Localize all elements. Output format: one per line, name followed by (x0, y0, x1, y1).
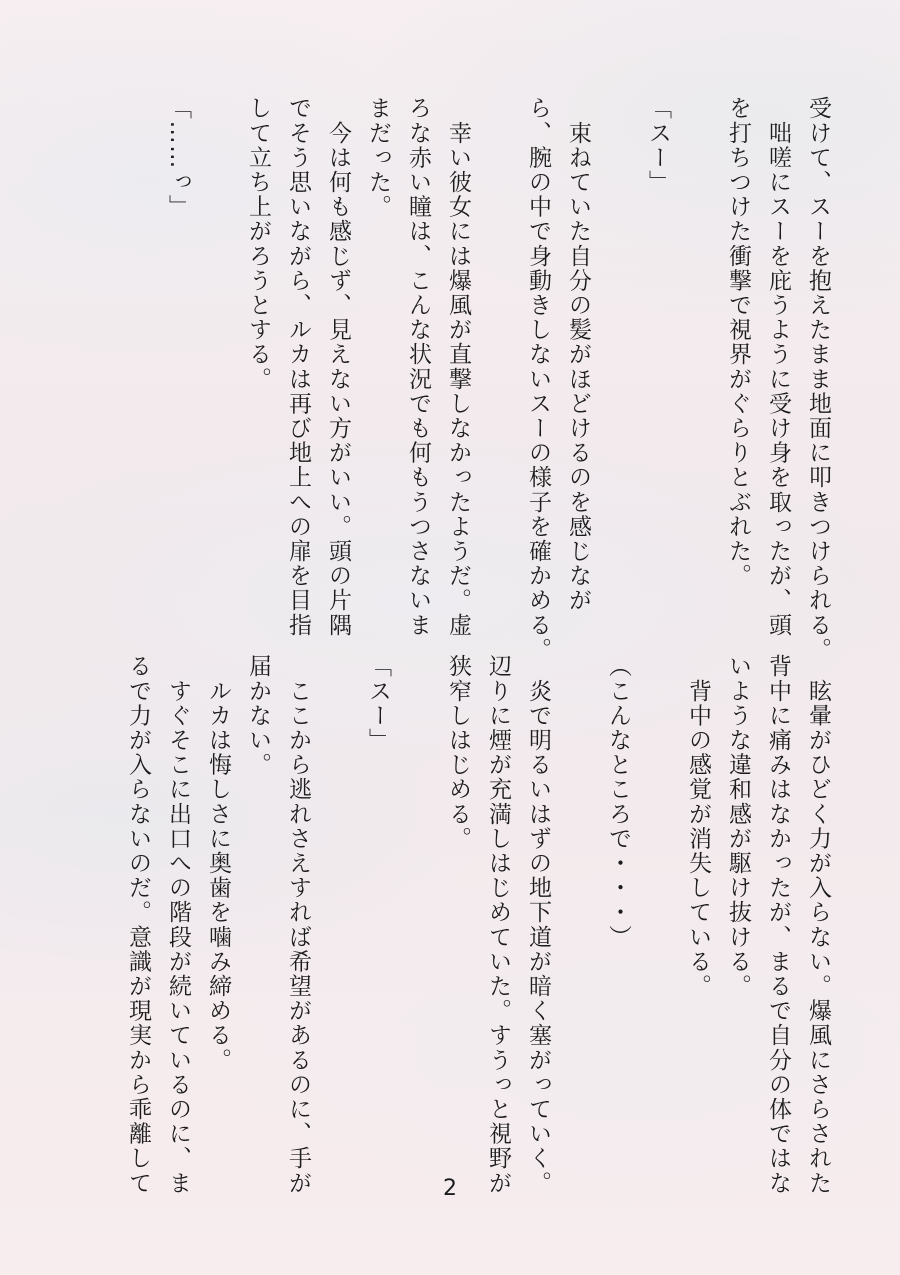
lower-text-block (38, 654, 838, 1196)
text-line: 幸い彼女には爆風が直撃しなかったようだ。虚 (445, 96, 471, 638)
text-line: すぐそこに出口への階段が続いているのに、ま (165, 654, 191, 1196)
text-line: 今は何も感じず、見えない方がいい。頭の片隅 (325, 96, 351, 638)
text-line: でそう思いながら、ルカは再び地上への扉を目指 (285, 96, 311, 638)
text-line: 炎で明るいはずの地下道が暗く塞がっていく。 (525, 654, 551, 1196)
blank-line (398, 654, 438, 1174)
text-line: 眩暈がひどく力が入らない。爆風にさらされた (805, 654, 831, 1196)
text-line: して立ち上がろうとする。 (245, 96, 271, 392)
blank-line (198, 96, 238, 616)
text-line: ここから逃れさえすれば希望があるのに、手が (285, 654, 311, 1196)
text-line: 背中に痛みはなかったが、まるで自分の体ではな (765, 654, 791, 1196)
text-line: 受けて、スーを抱えたまま地面に叩きつけられる。 (805, 96, 831, 662)
dialogue-line: 「……っ」 (165, 96, 191, 219)
text-line: を打ちつけた衝撃で視界がぐらりとぶれた。 (725, 96, 751, 588)
text-line: るで力が入らないのだ。意識が現実から乖離して (125, 654, 151, 1196)
upper-text-block (148, 96, 838, 662)
blank-line (678, 96, 718, 616)
text-line: 咄嗟にスーを庇うように受け身を取ったが、頭 (765, 96, 791, 638)
blank-line (558, 654, 598, 1174)
blank-line (318, 654, 358, 1174)
blank-line (638, 654, 678, 1174)
blank-line (478, 96, 518, 616)
dialogue-line: 「スー」 (365, 654, 391, 753)
text-line: ろな赤い瞳は、こんな状況でも何もうつさないま (405, 96, 431, 638)
text-line: 束ねていた自分の髪がほどけるのを感じなが (565, 96, 591, 613)
text-line: 背中の感覚が消失している。 (685, 654, 711, 999)
text-line: いような違和感が駆け抜ける。 (725, 654, 751, 999)
blank-line (598, 96, 638, 616)
thought-line: （こんなところで・・・） (605, 654, 631, 950)
text-line: まだった。 (365, 96, 391, 219)
page-number: 2 (443, 1176, 457, 1201)
text-line: 届かない。 (245, 654, 271, 777)
text-line: ルカは悔しさに奥歯を噛み締める。 (205, 654, 231, 1073)
text-line: 狭窄しはじめる。 (445, 654, 471, 851)
dialogue-line: 「スー」 (645, 96, 671, 195)
text-line: 辺りに煙が充満しはじめていた。すうっと視野が (485, 654, 511, 1196)
text-line: ら、腕の中で身動きしないスーの様子を確かめる。 (525, 96, 551, 662)
